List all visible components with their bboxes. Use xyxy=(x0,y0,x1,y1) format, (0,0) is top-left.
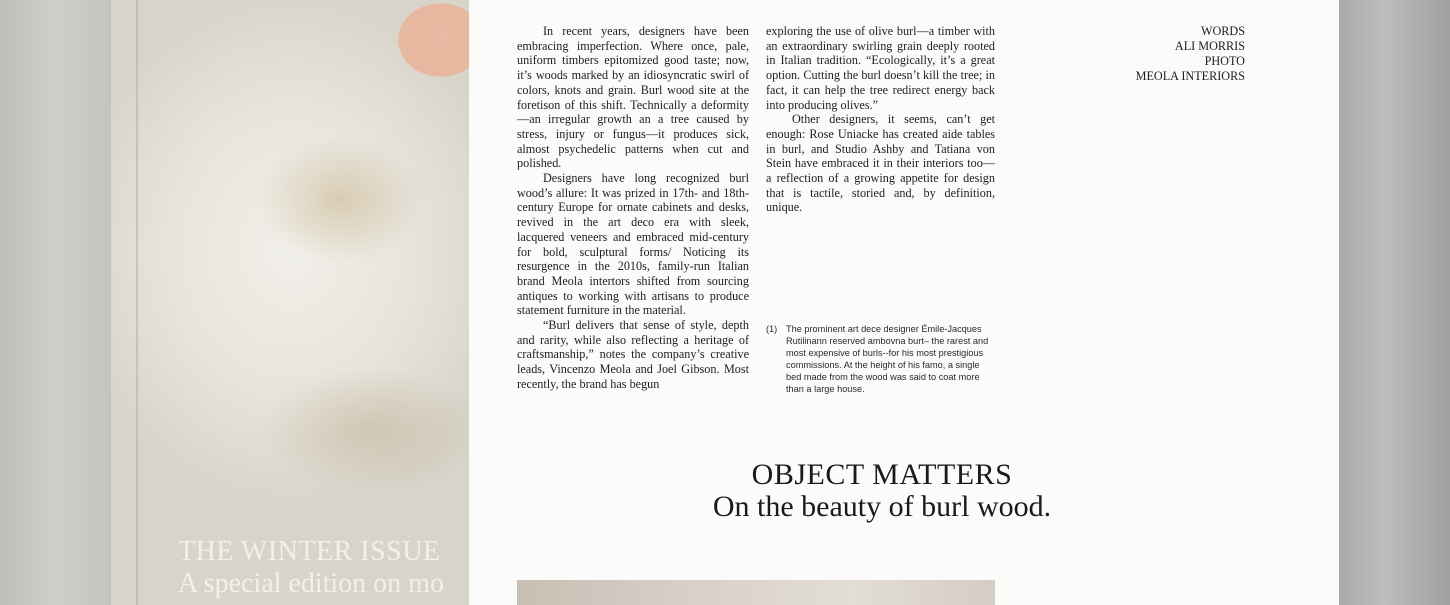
magazine-cover xyxy=(111,0,469,605)
article-subtitle: On the beauty of burl wood. xyxy=(712,490,1052,523)
credit-photo-name: MEOLA INTERIORS xyxy=(1135,69,1245,83)
footnote-number: (1) xyxy=(766,324,778,334)
article-page xyxy=(469,0,1339,605)
footnote xyxy=(766,323,996,395)
cover-spine xyxy=(136,0,138,605)
paragraph: “Burl delivers that sense of style, depth and rarity, while also reflecting a heritage of craftsmanship,” notes the company’s creative leads, Vincenzo Meola and Joel Gibson. Most recently, the brand has begun xyxy=(517,318,749,391)
article-title: OBJECT MATTERS xyxy=(751,458,1013,491)
credit-photo-label: PHOTO xyxy=(1204,54,1245,68)
article-photo xyxy=(517,580,995,605)
paragraph: exploring the use of olive burl—a timber with an extraordinary swirling grain deeply rooted in Italian tradition. “Ecologically, it’s a great option. Cutting the burl doesn’t kill the tree; in fact, it can help the tree redirect energy back into producing olives.” xyxy=(766,24,995,112)
cover-title: THE WINTER ISSUE xyxy=(178,536,441,567)
paragraph: Designers have long recognized burl wood’s allure: It was prized in 17th- and 18th-century Europe for ornate cabinets and desks, revived in the art deco era with sleek, lacquered veneers and embraced mid-century for bold, sculptural forms/ Noticing its resurgence in the 2010s, family-run Italian brand Meola intertors shifted from sourcing antiques to working with artisans to produce statement furniture in the material. xyxy=(517,171,749,318)
cover-subtitle: A special edition on mo xyxy=(178,568,444,599)
background-right xyxy=(1339,0,1450,605)
credit-words-name: ALI MORRIS xyxy=(1174,39,1245,53)
footnote-text: The prominent art dece designer Émile-Jacques Rutilinann reserved ambovna burt– the rarest and most expensive of burls--for his most prestigious commissions. At the height of his famo, a single bed made from the wood was said to coat more than a large house. xyxy=(786,324,989,394)
paragraph: In recent years, designers have been embracing imperfection. Where once, pale, uniform timbers epitomized good taste; now, it’s woods marked by an idiosyncratic swirl of colors, knots and grain. Burl wood site at the foretison of this shift. Technically a deformity—an irregular growth an a tree caused by stress, injury or fungus—it produces sick, almost psychedelic patterns when cut and polished. xyxy=(517,24,749,171)
credit-words-label: WORDS xyxy=(1200,24,1245,38)
background-left xyxy=(0,0,111,605)
paragraph: Other designers, it seems, can’t get enough: Rose Uniacke has created aide tables in burl, and Studio Ashby and Tatiana von Stein have embraced it in their interiors too—a reflection of a growing appetite for design that is tactile, storied and, by definition, unique. xyxy=(766,112,995,215)
article-column-1 xyxy=(517,24,749,392)
article-column-2 xyxy=(766,24,995,215)
credits xyxy=(1136,24,1245,84)
